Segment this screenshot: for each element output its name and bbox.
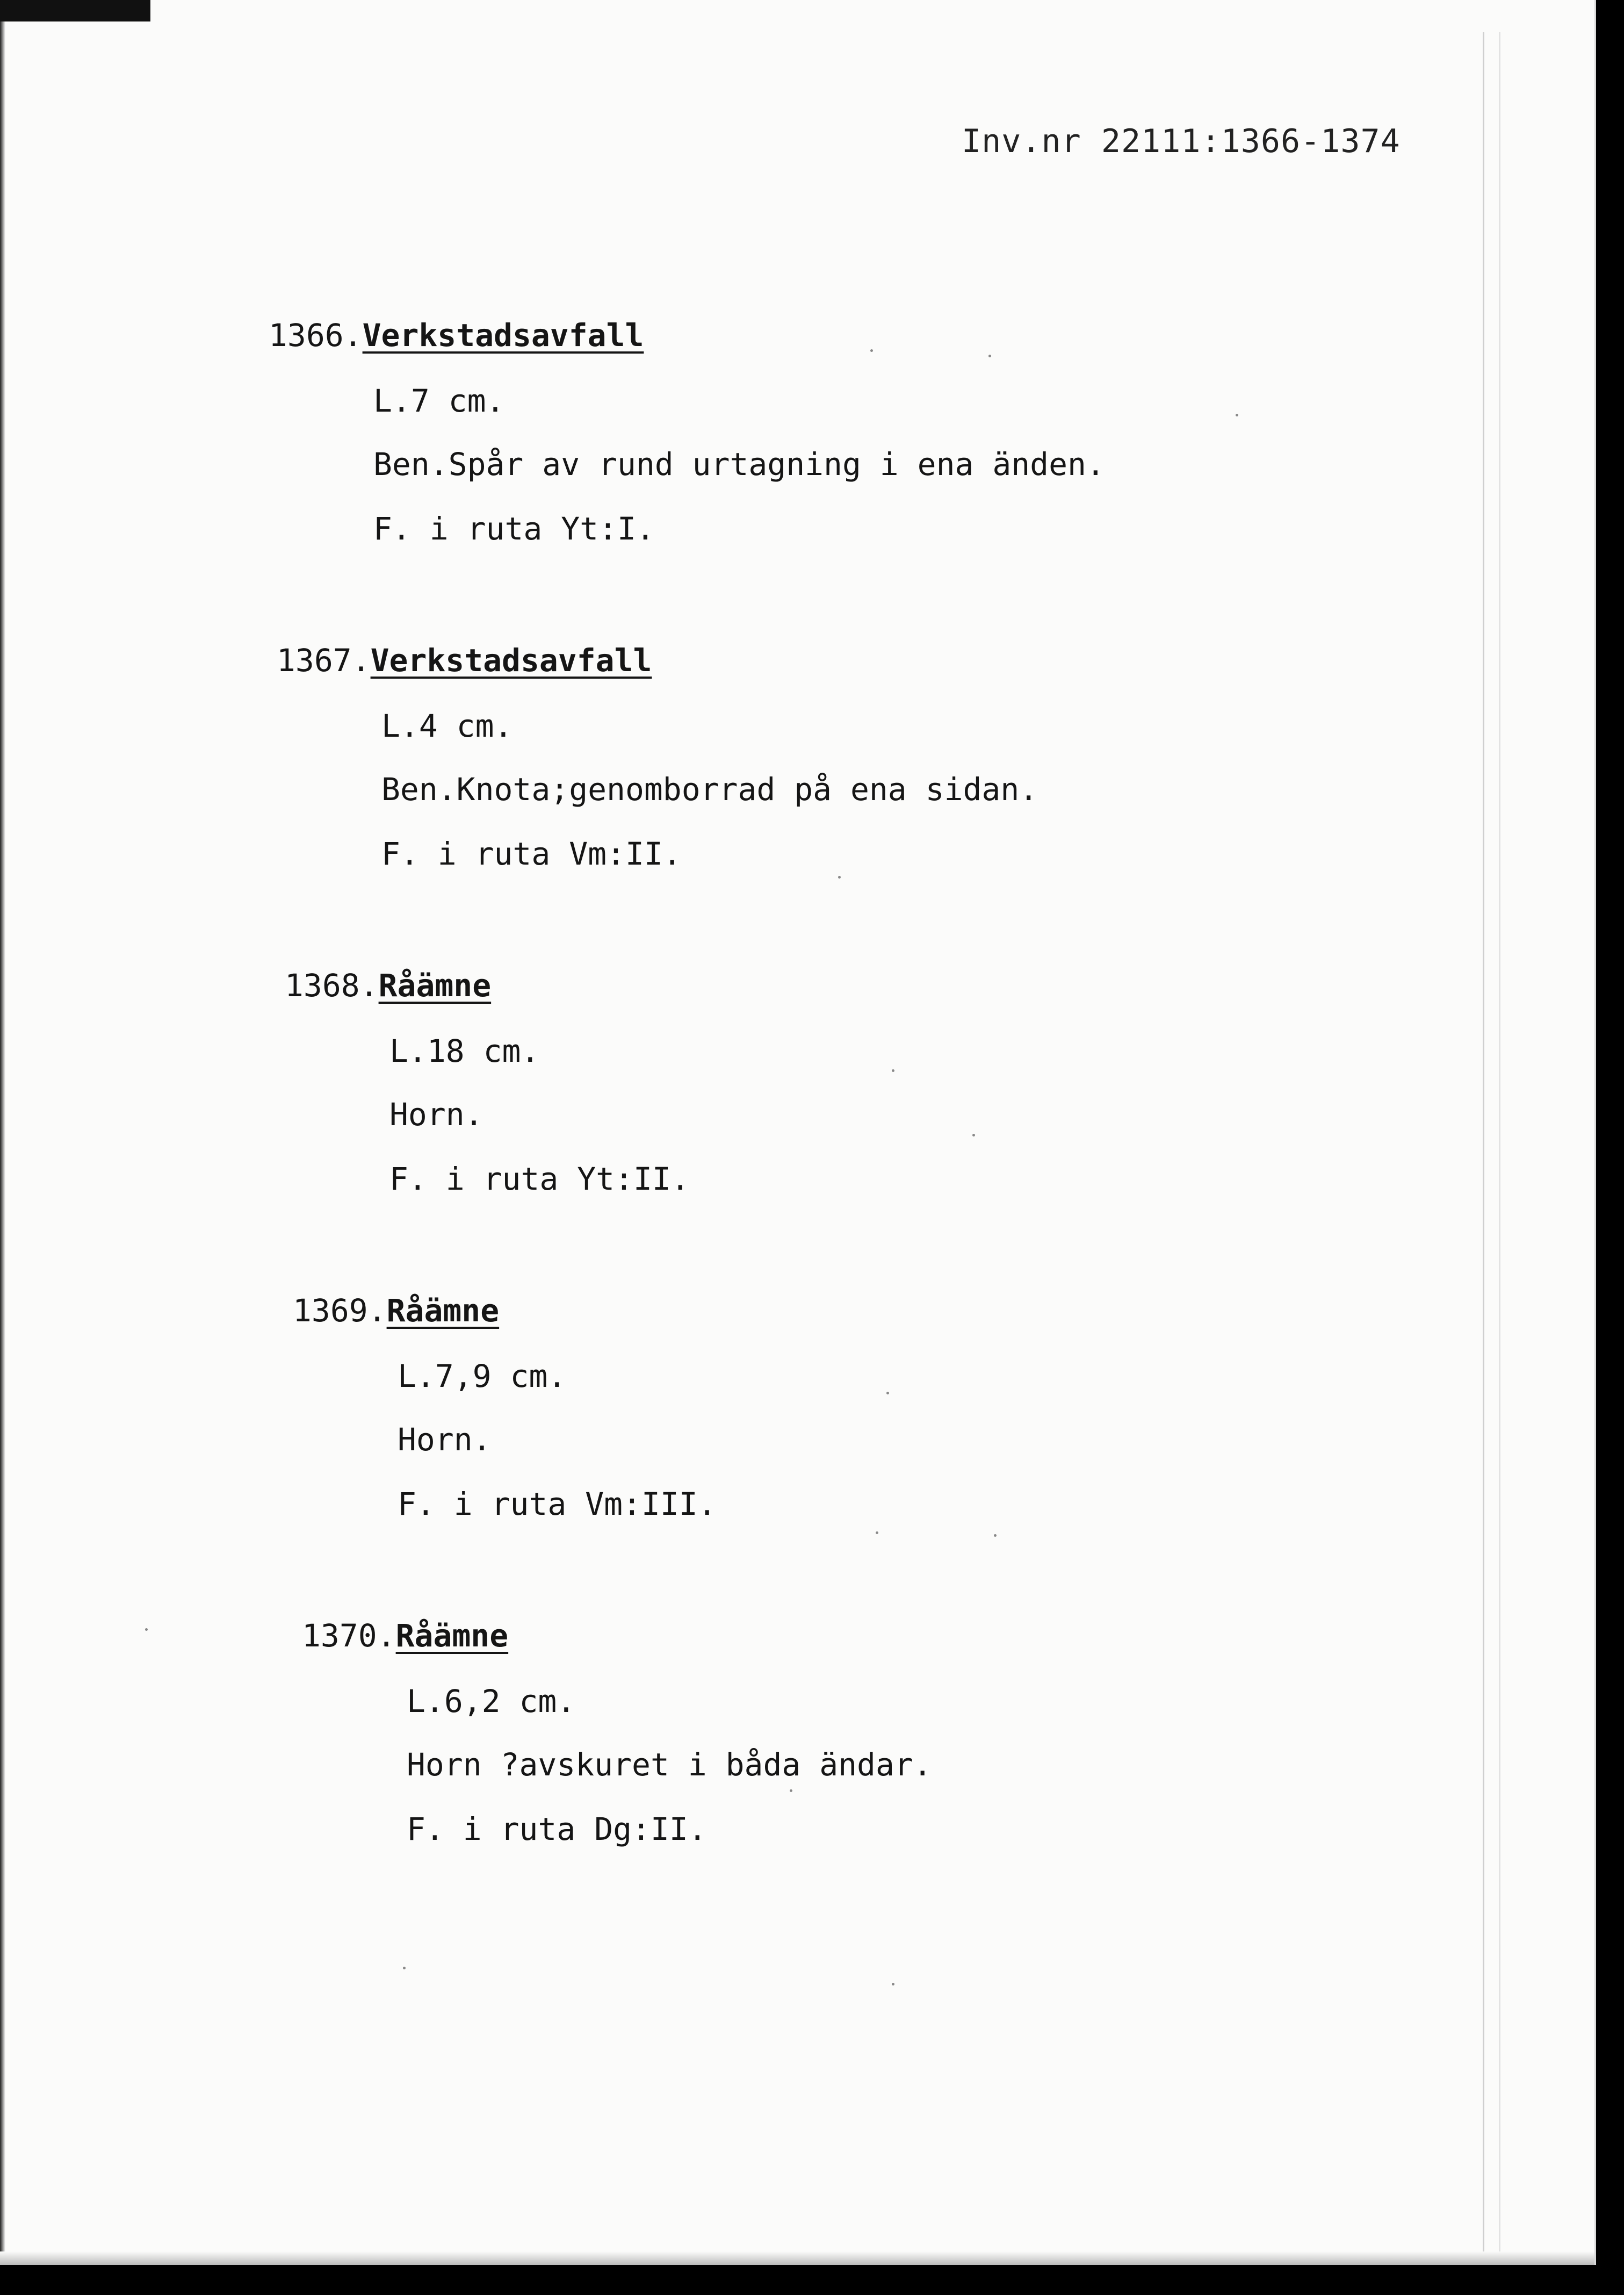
entry-description: Ben.Knota;genomborrad på ena sidan. [381, 771, 1038, 808]
entry-find-location: F. i ruta Dg:II. [407, 1811, 707, 1847]
entry-heading [269, 317, 644, 354]
entry-find-location: F. i ruta Yt:I. [373, 510, 655, 547]
entry-description: Horn. [398, 1421, 492, 1458]
catalog-entry [293, 1292, 717, 1522]
paper-speck [870, 349, 873, 352]
entry-title: Råämne [395, 1617, 509, 1654]
catalog-entry [285, 967, 690, 1197]
entry-length: L.6,2 cm. [407, 1683, 576, 1720]
page-fold-line [1499, 32, 1500, 2251]
page-left-edge [0, 21, 5, 2265]
entry-heading [277, 642, 652, 679]
entry-length: L.7,9 cm. [398, 1358, 567, 1394]
catalog-entry [269, 317, 1105, 547]
entry-title: Verkstadsavfall [370, 642, 652, 679]
entry-find-location: F. i ruta Vm:III. [398, 1486, 717, 1522]
paper-speck [892, 1069, 894, 1072]
catalog-entry [277, 642, 1038, 872]
entry-description: Horn. [389, 1096, 483, 1133]
entry-title: Råämne [386, 1292, 500, 1329]
paper-speck [145, 1628, 148, 1631]
entry-length: L.18 cm. [389, 1033, 540, 1069]
inventory-number: Inv.nr 22111:1366-1374 [962, 123, 1401, 160]
entry-find-location: F. i ruta Yt:II. [389, 1161, 690, 1197]
entry-number: 1366. [269, 317, 363, 354]
paper-speck [403, 1967, 406, 1969]
paper-speck [972, 1134, 975, 1136]
entry-number: 1369. [293, 1292, 387, 1329]
entry-title: Verkstadsavfall [362, 317, 644, 354]
page-fold-line [1483, 32, 1484, 2251]
entry-number: 1368. [285, 967, 379, 1004]
paper-speck [994, 1534, 997, 1537]
entry-find-location: F. i ruta Vm:II. [381, 836, 682, 872]
entry-title: Råämne [378, 967, 492, 1004]
paper-speck [892, 1983, 894, 1985]
binder-tab [0, 0, 150, 21]
entry-heading [293, 1292, 499, 1329]
entry-length: L.4 cm. [381, 708, 513, 744]
paper-speck [838, 876, 841, 879]
entry-number: 1367. [277, 642, 371, 679]
entry-length: L.7 cm. [373, 383, 505, 419]
entry-heading [302, 1617, 508, 1654]
paper-speck [886, 1392, 889, 1394]
paper-speck [790, 1789, 792, 1792]
entry-heading [285, 967, 491, 1004]
paper-speck [1236, 414, 1238, 416]
catalog-entry [302, 1617, 932, 1847]
paper-speck [988, 355, 991, 357]
entry-number: 1370. [302, 1617, 396, 1654]
entry-description: Horn ?avskuret i båda ändar. [407, 1746, 932, 1783]
entry-description: Ben.Spår av rund urtagning i ena änden. [373, 446, 1105, 483]
page-bottom-shadow [0, 2251, 1594, 2265]
paper-speck [876, 1531, 878, 1534]
